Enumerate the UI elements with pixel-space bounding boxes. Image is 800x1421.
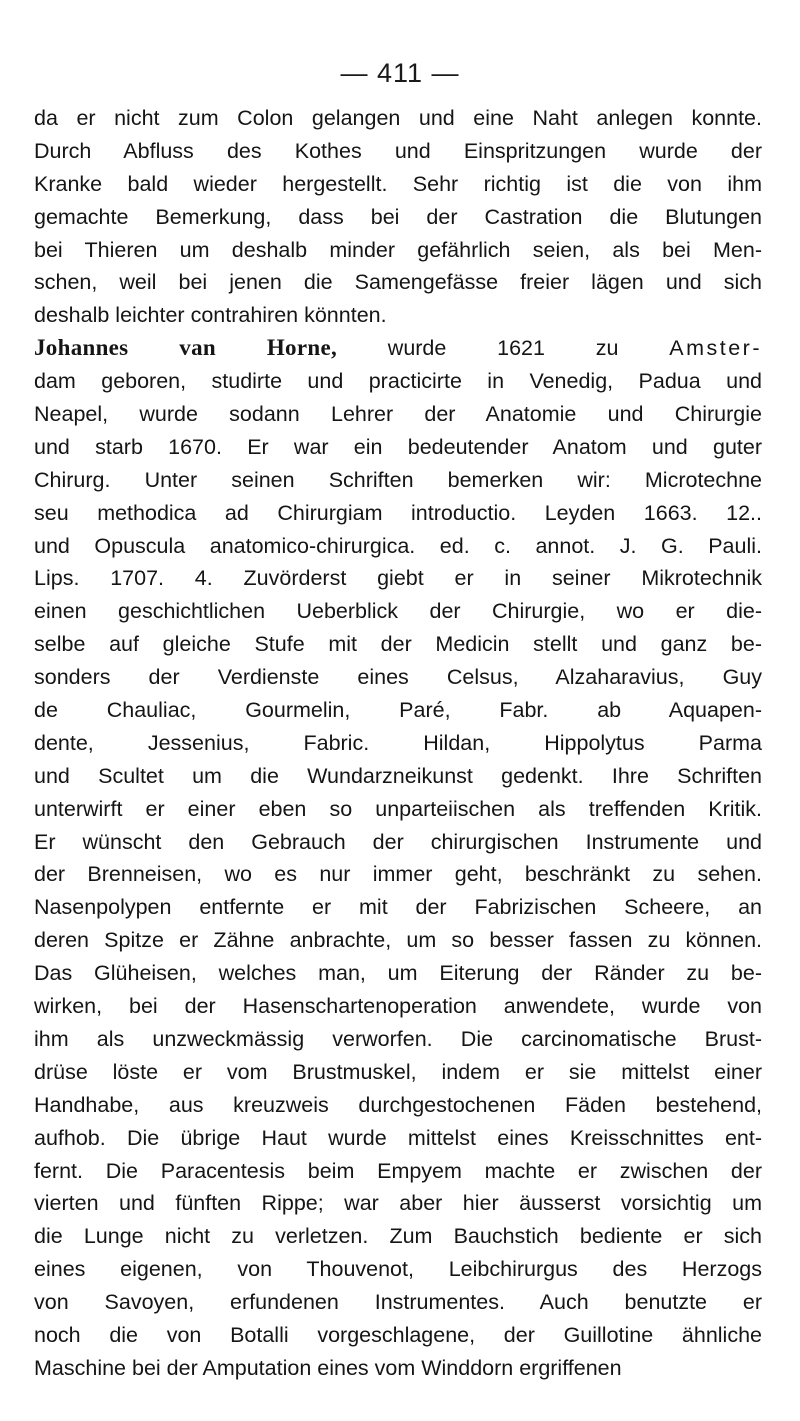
text-line: Nasenpolypen entfernte er mit der Fabrizischen Scheere, an [34, 895, 762, 920]
text-line: unterwirft er einer eben so unparteiischen als treffenden Kritik. [34, 796, 762, 821]
text-line: noch die von Botalli vorgeschlagene, der Guillotine ähnliche [34, 1322, 762, 1347]
text-line: aufhob. Die übrige Haut wurde mittelst eines Kreisschnittes ent- [34, 1125, 762, 1150]
text-line: und Scultet um die Wundarzneikunst gedenkt. Ihre Schriften [34, 763, 762, 788]
text-line: Handhabe, aus kreuzweis durchgestochenen Fäden bestehend, [34, 1092, 762, 1117]
text-line: selbe auf gleiche Stufe mit der Medicin stellt und ganz be- [34, 632, 762, 657]
text-line: ihm als unzweckmässig verworfen. Die carcinomatische Brust- [34, 1026, 762, 1051]
page-number: — 411 — [340, 58, 460, 88]
text-line: Neapel, wurde sodann Lehrer der Anatomie und Chirurgie [34, 402, 762, 427]
text-line: Maschine bei der Amputation eines vom Winddorn ergriffenen [34, 1355, 622, 1380]
text-line: seu methodica ad Chirurgiam introductio. Leyden 1663. 12.. [34, 500, 762, 525]
heading-place: Amster- [669, 336, 762, 361]
text-line: und starb 1670. Er war ein bedeutender Anatom und guter [34, 434, 762, 459]
text-line: dente, Jessenius, Fabric. Hildan, Hippolytus Parma [34, 730, 762, 755]
text-line: schen, weil bei jenen die Samengefässe freier lägen und sich [34, 270, 762, 295]
biography-heading-line [34, 332, 762, 365]
biography-heading-name: Johannes van Horne, [34, 335, 337, 361]
text-line: von Savoyen, erfundenen Instrumentes. Auch benutzte er [34, 1290, 762, 1315]
text-line: einen geschichtlichen Ueberblick der Chirurgie, wo er die- [34, 599, 762, 624]
text-line: wirken, bei der Hasenschartenoperation anwendete, wurde von [34, 994, 762, 1019]
text-line: vierten und fünften Rippe; war aber hier äusserst vorsichtig um [34, 1191, 762, 1216]
text-line: und Opuscula anatomico-chirurgica. ed. c. annot. J. G. Pauli. [34, 533, 762, 558]
text-line: deren Spitze er Zähne anbrachte, um so besser fassen zu können. [34, 928, 762, 953]
text-line: eines eigenen, von Thouvenot, Leibchirurgus des Herzogs [34, 1257, 762, 1282]
text-line: Lips. 1707. 4. Zuvörderst giebt er in seiner Mikrotechnik [34, 566, 762, 591]
text-line: Das Glüheisen, welches man, um Eiterung der Ränder zu be- [34, 961, 762, 986]
text-line: die Lunge nicht zu verletzen. Zum Bauchstich bediente er sich [34, 1224, 762, 1249]
text-line: sonders der Verdienste eines Celsus, Alzaharavius, Guy [34, 665, 762, 690]
text-line: fernt. Die Paracentesis beim Empyem machte er zwischen der [34, 1158, 762, 1183]
text-line: dam geboren, studirte und practicirte in Venedig, Padua und [34, 369, 762, 394]
text-line: bei Thieren um deshalb minder gefährlich seien, als bei Men- [34, 237, 762, 262]
text-line: Chirurg. Unter seinen Schriften bemerken wir: Microtechne [34, 467, 762, 492]
text-line: Durch Abfluss des Kothes und Einspritzungen wurde der [34, 138, 762, 163]
body-text [34, 102, 762, 1385]
text-line: der Brenneisen, wo es nur immer geht, beschränkt zu sehen. [34, 862, 762, 887]
text-line: drüse löste er vom Brustmuskel, indem er sie mittelst einer [34, 1059, 762, 1084]
text-line: Er wünscht den Gebrauch der chirurgischen Instrumente und [34, 829, 762, 854]
text-line: de Chauliac, Gourmelin, Paré, Fabr. ab Aquapen- [34, 698, 762, 723]
text-line: da er nicht zum Colon gelangen und eine Naht anlegen konnte. [34, 106, 762, 130]
text-line: deshalb leichter contrahiren könnten. [34, 303, 387, 328]
text-line: gemachte Bemerkung, dass bei der Castration die Blutungen [34, 204, 762, 229]
text-line: Kranke bald wieder hergestellt. Sehr richtig ist die von ihm [34, 171, 762, 196]
heading-text: wurde 1621 zu [337, 336, 670, 361]
